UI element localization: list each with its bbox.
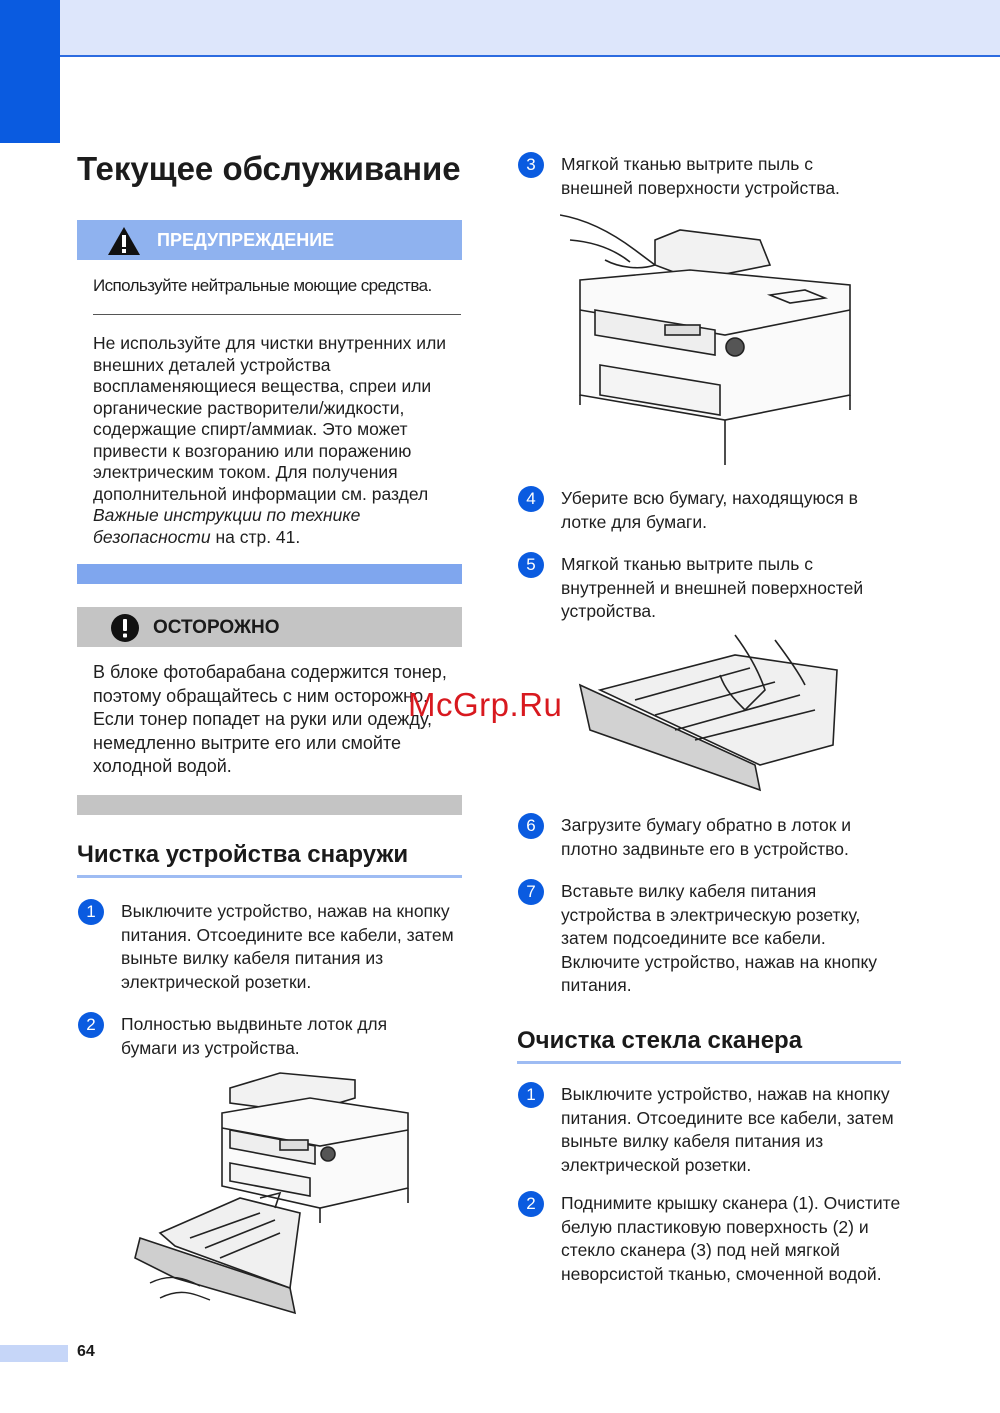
step-text: Поднимите крышку сканера (1). Очистите белую пластиковую поверхность (2) и стекло сканера (3) под ней мягкой неворсистой тканью, смоченной водой. [561,1193,901,1284]
printer-tray-out-illustration [130,1068,420,1318]
exterior-step-5 [518,552,918,624]
section-rule-scanner [517,1061,901,1064]
page-title: Текущее обслуживание [77,150,461,187]
step-number-badge: 4 [518,486,544,512]
warning-triangle-icon [107,226,141,256]
caution-footer-bar [77,795,462,815]
step-text: Выключите устройство, нажав на кнопку питания. Отсоедините все кабели, затем выньте вилку кабеля питания из электрической розетки. [121,901,454,992]
footer-band [0,1345,68,1362]
step-text: Выключите устройство, нажав на кнопку питания. Отсоедините все кабели, затем выньте вилку кабеля питания из электрической розетки. [561,1084,894,1175]
step-number-badge: 1 [78,899,104,925]
exclamation-circle-icon [110,613,140,643]
step-text: Вставьте вилку кабеля питания устройства в электрическую розетку, затем подсоедините все кабели. Включите устройство, нажав на кнопку питания. [561,881,878,995]
chapter-tab [0,0,60,143]
warning-paragraph [93,333,465,548]
paper-tray-wipe-illustration [575,630,845,795]
page-number: 64 [77,1343,95,1360]
caution-text: В блоке фотобарабана содержится тонер, поэтому обращайтесь с ним осторожно. Если тонер попадет на руки или одежду, немедленно вытрите его или смойте холодной водой. [93,662,447,776]
step-text: Мягкой тканью вытрите пыль с внутренней и внешней поверхностей устройства. [561,554,864,621]
warning-neutral-text: Используйте нейтральные моющие средства. [93,276,432,295]
exterior-step-6 [518,813,918,863]
step-text: Загрузите бумагу обратно в лоток и плотно задвиньте его в устройство. [561,815,852,859]
step-number-badge: 1 [518,1082,544,1108]
exterior-step-7 [518,879,918,1004]
step-number-badge: 3 [518,152,544,178]
exterior-step-4 [518,486,918,536]
caution-label: ОСТОРОЖНО [153,617,280,638]
exterior-step-1 [78,899,458,999]
printer-wipe-exterior-illustration [560,210,860,475]
step-text: Полностью выдвиньте лоток для бумаги из устройства. [121,1014,388,1058]
warning-label: ПРЕДУПРЕЖДЕНИЕ [157,230,335,250]
caution-header [77,607,462,647]
step-number-badge: 7 [518,879,544,905]
step-number-badge: 2 [78,1012,104,1038]
step-number-badge: 6 [518,813,544,839]
warning-header [77,220,462,260]
warning-paragraph-main: Не используйте для чистки внутренних или внешних деталей устройства воспламеняющиеся вещества, спреи или органические растворители/жидкости, содержащие спирт/аммиак. Это может привести к возгоранию или поражению электрическим током. Для получения дополнительной информации см. раздел [93,333,447,504]
section-rule-exterior [77,875,462,878]
warning-paragraph-end: на стр. 41. [210,526,301,547]
section-heading-scanner: Очистка стекла сканера [517,1027,803,1054]
step-number-badge: 5 [518,552,544,578]
scanner-step-1 [518,1082,918,1182]
section-heading-exterior: Чистка устройства снаружи [77,841,409,868]
header-band [0,0,1000,57]
exterior-step-2 [78,1012,458,1062]
step-text: Мягкой тканью вытрите пыль с внешней поверхности устройства. [561,154,840,198]
warning-footer-bar [77,564,462,584]
exterior-step-3 [518,152,918,212]
watermark: McGrp.Ru [408,686,563,723]
step-number-badge: 2 [518,1191,544,1217]
step-text: Уберите всю бумагу, находящуюся в лотке для бумаги. [561,488,858,532]
warning-divider [93,314,461,315]
safety-instructions-ref: Важные инструкции по технике безопасности [93,505,361,547]
scanner-step-2 [518,1191,918,1311]
